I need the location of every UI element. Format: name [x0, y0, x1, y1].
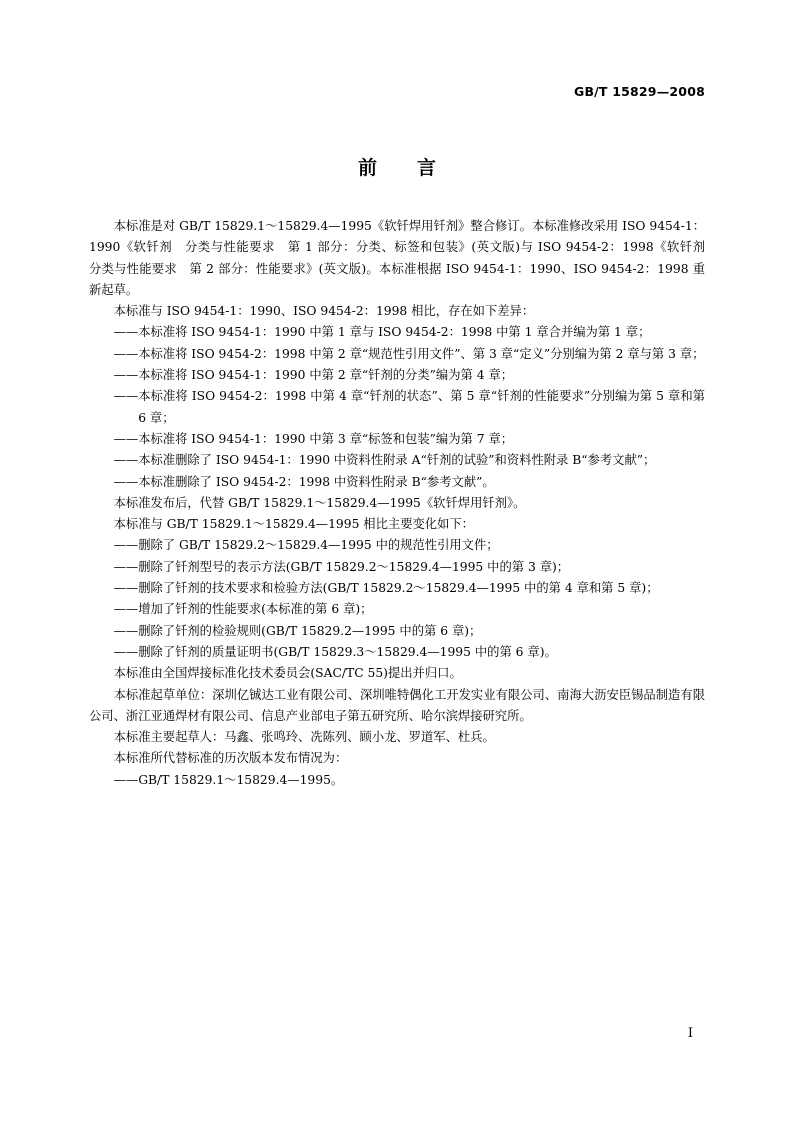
dash-mark: —— [113, 772, 139, 787]
list-item [89, 429, 705, 450]
list-item-text: 删除了钎剂的检验规则(GB/T 15829.2—1995 中的第 6 章)； [138, 623, 482, 638]
list-item [89, 386, 705, 429]
page-title-text: 前言 [357, 157, 476, 179]
list-item-text: 删除了钎剂的技术要求和检验方法(GB/T 15829.2～15829.4—1995 中的第 4 章和第 5 章)； [138, 581, 659, 596]
dash-mark: —— [113, 389, 139, 404]
dash-mark: —— [113, 644, 139, 659]
paragraph: 本标准所代替标准的历次版本发布情况为： [113, 751, 348, 766]
list-item [89, 770, 705, 791]
list-item-text: 本标准将 ISO 9454-2：1998 中第 4 章“钎剂的状态”、第 5 章“钎剂的性能要求”分别编为第 5 章和第 6 章； [138, 389, 705, 425]
dash-mark: —— [113, 559, 139, 574]
dash-mark: —— [113, 581, 139, 596]
list-item [89, 322, 705, 343]
document-body [89, 216, 718, 791]
list-item-text: 删除了钎剂型号的表示方法(GB/T 15829.2～15829.4—1995 中的第 3 章)； [138, 559, 570, 574]
list-item-text: 本标准将 ISO 9454-2：1998 中第 2 章“规范性引用文件”、第 3 章“定义”分别编为第 2 章与第 3 章； [138, 346, 705, 361]
list-item-text: 删除了钎剂的质量证明书(GB/T 15829.3～15829.4—1995 中的第 6 章)。 [138, 644, 557, 659]
dash-mark: —— [113, 453, 139, 468]
list-item-text: 本标准将 ISO 9454-1：1990 中第 3 章“标签和包装”编为第 7 章； [138, 431, 514, 446]
paragraph: 本标准与 ISO 9454-1：1990、ISO 9454-2：1998 相比，存在如下差异： [113, 304, 535, 319]
list-item [89, 557, 705, 578]
list-item [89, 365, 705, 386]
page-number: I [687, 1026, 693, 1041]
paragraph: 本标准起草单位：深圳亿铖达工业有限公司、深圳唯特偶化工开发实业有限公司、南海大沥安臣锡品制造有限公司、浙江亚通焊材有限公司、信息产业部电子第五研究所、哈尔滨焊接研究所。 [89, 687, 705, 723]
list-item-text: GB/T 15829.1～15829.4—1995。 [138, 772, 344, 787]
list-item [89, 642, 705, 663]
standard-code: GB/T 15829—2008 [573, 84, 705, 99]
list-item [89, 344, 705, 365]
dash-mark: —— [113, 602, 139, 617]
list-item-text: 本标准将 ISO 9454-1：1990 中第 2 章“钎剂的分类”编为第 4 章； [138, 368, 514, 383]
list-item [89, 535, 705, 556]
paragraph: 本标准是对 GB/T 15829.1～15829.4—1995《软钎焊用钎剂》整合修订。本标准修改采用 ISO 9454-1：1990《软钎剂 分类与性能要求 第 1 部分：分类、标签和包装》(英文版)与 ISO 9454-2：1998《软钎剂 分类与性能要求 第 2 部分：性能要求》(英文版)。本标准根据 ISO 9454-1：1990、ISO 9454-2：1998 重新起草。 [89, 219, 718, 297]
dash-mark: —— [113, 474, 139, 489]
list-item-text: 删除了 GB/T 15829.2～15829.4—1995 中的规范性引用文件； [138, 538, 499, 553]
dash-mark: —— [113, 346, 139, 361]
dash-mark: —— [113, 623, 139, 638]
paragraph: 本标准与 GB/T 15829.1～15829.4—1995 相比主要变化如下： [113, 517, 474, 532]
dash-mark: —— [113, 325, 139, 340]
list-item [89, 450, 705, 471]
paragraph: 本标准发布后，代替 GB/T 15829.1～15829.4—1995《软钎焊用钎剂》。 [113, 495, 526, 510]
dash-mark: —— [113, 431, 139, 446]
list-item [89, 621, 705, 642]
list-item-text: 本标准将 ISO 9454-1：1990 中第 1 章与 ISO 9454-2：1998 中第 1 章合并编为第 1 章； [138, 325, 651, 340]
list-item [89, 472, 705, 493]
list-item-text: 本标准删除了 ISO 9454-2：1998 中资料性附录 B“参考文献”。 [138, 474, 495, 489]
dash-mark: —— [113, 538, 139, 553]
list-item [89, 578, 705, 599]
page-title [0, 153, 794, 180]
list-item-text: 增加了钎剂的性能要求(本标准的第 6 章)； [138, 602, 373, 617]
paragraph: 本标准主要起草人：马鑫、张鸣玲、冼陈列、顾小龙、罗道军、杜兵。 [113, 730, 495, 745]
paragraph: 本标准由全国焊接标准化技术委员会(SAC/TC 55)提出并归口。 [113, 666, 462, 681]
dash-mark: —— [113, 368, 139, 383]
list-item-text: 本标准删除了 ISO 9454-1：1990 中资料性附录 A“钎剂的试验”和资料性附录 B“参考文献”； [138, 453, 656, 468]
list-item [89, 599, 705, 620]
